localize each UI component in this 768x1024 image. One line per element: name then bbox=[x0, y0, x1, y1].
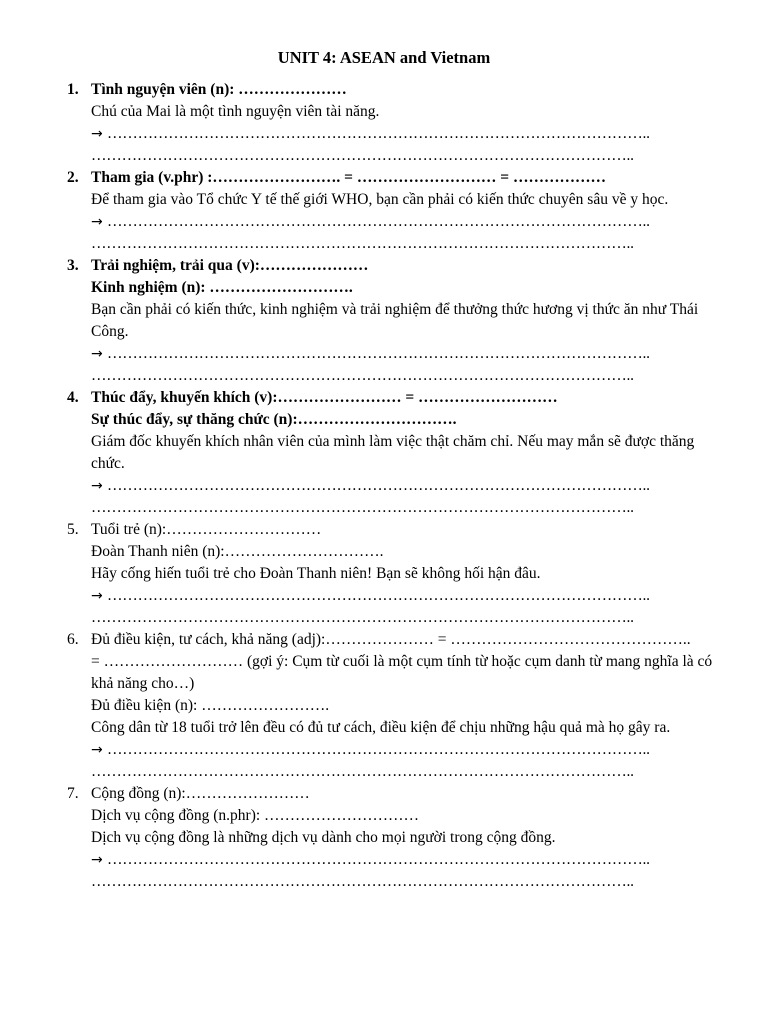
item-number: 3. bbox=[67, 257, 79, 274]
dotted-blank: …………………………………………………………………………………………….. bbox=[107, 851, 650, 868]
vocabulary-list bbox=[0, 79, 768, 893]
answer-line bbox=[91, 607, 727, 629]
arrow-icon: → bbox=[91, 214, 103, 230]
answer-line bbox=[91, 739, 727, 761]
answer-line bbox=[91, 497, 727, 519]
list-item bbox=[0, 387, 768, 519]
arrow-icon: → bbox=[91, 588, 103, 604]
list-item bbox=[0, 255, 768, 387]
example-sentence: Dịch vụ cộng đồng là những dịch vụ dành cho mọi người trong cộng đồng. bbox=[91, 829, 556, 846]
answer-line bbox=[91, 233, 727, 255]
answer-line bbox=[91, 211, 727, 233]
dotted-blank: …………………………………………………………………………………………….. bbox=[107, 741, 650, 758]
list-item bbox=[0, 783, 768, 893]
vocab-term: Dịch vụ cộng đồng (n.phr): ………………………… bbox=[91, 807, 420, 824]
vocab-term: Tham gia (v.phr) :……………………. = ……………………… = ……………… bbox=[91, 169, 606, 186]
vocab-term: Thúc đẩy, khuyến khích (v):…………………… = ……………………… bbox=[91, 389, 558, 406]
dotted-blank: …………………………………………………………………………………………….. bbox=[91, 235, 634, 252]
list-item bbox=[0, 629, 768, 783]
answer-line bbox=[91, 365, 727, 387]
vocab-term: Trải nghiệm, trải qua (v):………………… bbox=[91, 257, 369, 274]
vocab-term: Đủ điều kiện, tư cách, khả năng (adj):………………… = ……………………………………….. bbox=[91, 631, 691, 648]
dotted-blank: …………………………………………………………………………………………….. bbox=[107, 345, 650, 362]
item-number: 1. bbox=[67, 81, 79, 98]
dotted-blank: …………………………………………………………………………………………….. bbox=[91, 609, 634, 626]
arrow-icon: → bbox=[91, 742, 103, 758]
vocab-term: Sự thúc đẩy, sự thăng chức (n):…………………………. bbox=[91, 411, 457, 428]
dotted-blank: …………………………………………………………………………………………….. bbox=[91, 367, 634, 384]
list-item bbox=[0, 79, 768, 167]
example-sentence: Giám đốc khuyến khích nhân viên của mình làm việc thật chăm chỉ. Nếu may mắn sẽ được thăng chức. bbox=[91, 433, 695, 472]
page-title: UNIT 4: ASEAN and Vietnam bbox=[277, 48, 491, 67]
dotted-blank: …………………………………………………………………………………………….. bbox=[107, 477, 650, 494]
dotted-blank: …………………………………………………………………………………………….. bbox=[107, 125, 650, 142]
answer-line bbox=[91, 585, 727, 607]
item-number: 6. bbox=[67, 631, 79, 648]
item-number: 2. bbox=[67, 169, 79, 186]
vocab-term: Đoàn Thanh niên (n):…………………………. bbox=[91, 543, 384, 560]
vocab-term: Kinh nghiệm (n): ………………………. bbox=[91, 279, 353, 296]
vocab-term: Tuổi trẻ (n):………………………… bbox=[91, 521, 322, 538]
example-sentence: Công dân từ 18 tuổi trở lên đều có đủ tư cách, điều kiện để chịu những hậu quả mà họ gây ra. bbox=[91, 719, 671, 736]
dotted-blank: …………………………………………………………………………………………….. bbox=[91, 147, 634, 164]
answer-line bbox=[91, 123, 727, 145]
dotted-blank: …………………………………………………………………………………………….. bbox=[107, 213, 650, 230]
item-number: 5. bbox=[67, 521, 79, 538]
arrow-icon: → bbox=[91, 126, 103, 142]
example-sentence: Chú của Mai là một tình nguyện viên tài năng. bbox=[91, 103, 380, 120]
answer-line bbox=[91, 871, 727, 893]
vocab-term: Đủ điều kiện (n): ……………………. bbox=[91, 697, 330, 714]
list-item bbox=[0, 167, 768, 255]
item-number: 4. bbox=[67, 389, 79, 406]
answer-line bbox=[91, 761, 727, 783]
example-sentence: Bạn cần phải có kiến thức, kinh nghiệm và trải nghiệm để thưởng thức hương vị thức ăn như Thái Công. bbox=[91, 301, 699, 340]
answer-line bbox=[91, 145, 727, 167]
example-sentence: Để tham gia vào Tổ chức Y tế thế giới WHO, bạn cần phải có kiến thức chuyên sâu về y học. bbox=[91, 191, 669, 208]
arrow-icon: → bbox=[91, 852, 103, 868]
vocab-term: Tình nguyện viên (n): ………………… bbox=[91, 81, 347, 98]
vocab-term: Cộng đồng (n):…………………… bbox=[91, 785, 310, 802]
item-number: 7. bbox=[67, 785, 79, 802]
answer-line bbox=[91, 475, 727, 497]
arrow-icon: → bbox=[91, 346, 103, 362]
answer-line bbox=[91, 849, 727, 871]
dotted-blank: …………………………………………………………………………………………….. bbox=[91, 873, 634, 890]
dotted-blank: …………………………………………………………………………………………….. bbox=[107, 587, 650, 604]
dotted-blank: …………………………………………………………………………………………….. bbox=[91, 763, 634, 780]
arrow-icon: → bbox=[91, 478, 103, 494]
dotted-blank: …………………………………………………………………………………………….. bbox=[91, 499, 634, 516]
vocab-hint: = ……………………… (gợi ý: Cụm từ cuối là một cụm tính từ hoặc cụm danh từ mang nghĩa là có khả năng cho…) bbox=[91, 653, 713, 692]
list-item bbox=[0, 519, 768, 629]
example-sentence: Hãy cống hiến tuổi trẻ cho Đoàn Thanh niên! Bạn sẽ không hối hận đâu. bbox=[91, 565, 541, 582]
answer-line bbox=[91, 343, 727, 365]
